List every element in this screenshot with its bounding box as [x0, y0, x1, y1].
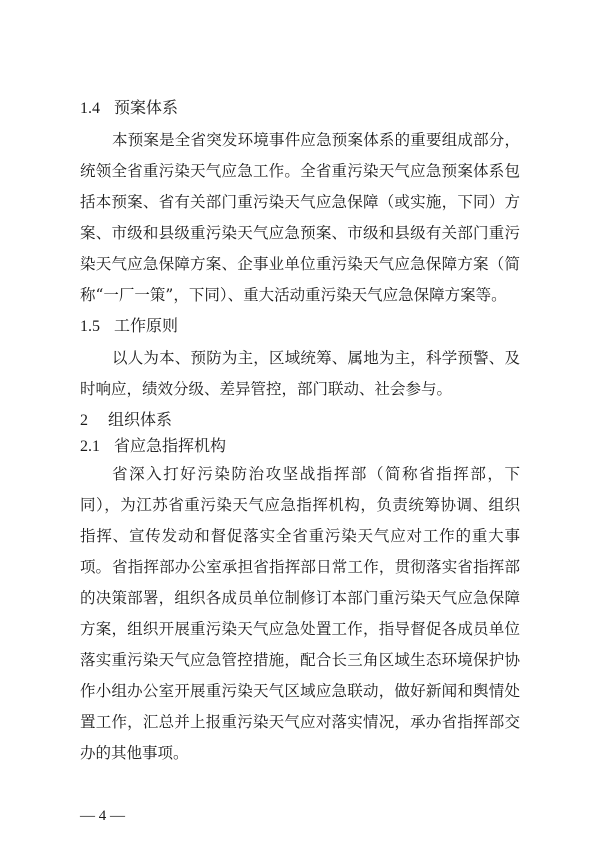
paragraph-plan-system: 本预案是全省突发环境事件应急预案体系的重要组成部分，统领全省重污染天气应急工作。全省重污染天气应急预案体系包括本预案、省有关部门重污染天气应急保障（或实施，下同）方案、市级和县级重污染天气应急预案、市级和县级有关部门重污染天气应急保障方案、企事业单位重污染天气应急保障方案（简称“一厂一策”，下同）、重大活动重污染天气应急保障方案等。 [80, 131, 520, 304]
page-number: — 4 — [80, 808, 125, 824]
heading-number: 2.1 [80, 438, 100, 455]
paragraph-command-office: 省指挥部办公室承担省指挥部日常工作，贯彻落实省指挥部的决策部署，组织各成员单位制修订本部门重污染天气应急保障方案，组织开展重污染天气应急处置工作，指导督促各成员单位落实重污染天气应急管控措施，配合长三角区域生态环境保护协作小组办公室开展重污染天气区域应急联动，做好新闻和舆情处置工作，汇总并上报重污染天气应对落实情况，承办省指挥部交办的其他事项。 [80, 558, 520, 762]
heading-title: 工作原则 [114, 316, 179, 335]
heading-title: 预案体系 [114, 98, 179, 117]
heading-title: 省应急指挥机构 [114, 436, 227, 455]
heading-number: 2 [80, 412, 88, 429]
heading-1-4 [80, 98, 520, 119]
heading-1-5 [80, 316, 520, 337]
heading-2 [80, 410, 520, 431]
heading-title: 组织体系 [108, 410, 173, 429]
heading-number: 1.5 [80, 318, 100, 335]
heading-number: 1.4 [80, 100, 100, 117]
heading-2-1 [80, 436, 520, 457]
paragraph-work-principles: 以人为本、预防为主，区域统筹、属地为主，科学预警、及时响应，绩效分级、差异管控，部门联动、社会参与。 [80, 349, 520, 398]
paragraph-command-agency: 省深入打好污染防治攻坚战指挥部（简称省指挥部，下同），为江苏省重污染天气应急指挥机构，负责统筹协调、组织指挥、宣传发动和督促落实全省重污染天气应对工作的重大事项。 [80, 465, 520, 576]
